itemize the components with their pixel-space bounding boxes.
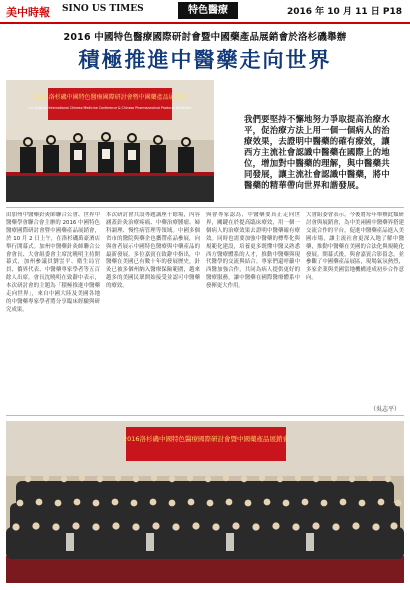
divider-top [6, 207, 404, 208]
article-column-3 [206, 212, 300, 404]
newspaper-logo-english: SINO US TIMES [62, 4, 144, 14]
article-column-2 [106, 212, 200, 404]
photo-conference-stage [6, 80, 214, 202]
column-4-text: 大會組委會表示，今後將每年舉辦此類研討會與展銷會，為中美兩國中醫藥界搭建交流合作的平台，促進中醫藥產品進入美國市場，讓主流社會更深入地了解中醫藥，推動中醫藥在美國的合法化與規範化發展。開幕式後，與會嘉賓合影留念，並參觀了中國藥產品展區，現場氣氛熱烈，多家企業與美國當地機構達成初步合作意向。 [306, 212, 404, 282]
section-label: 特色醫療 [178, 2, 238, 19]
newspaper-logo-chinese: 美中時報 [6, 6, 50, 19]
page-header [0, 0, 410, 24]
column-3-text: 與會專家認為，中醫藥要真正走向世界，關鍵在於提高臨床療效，用一個一個病人的治療效果去證明中醫藥確有療效。同時也需要加強中醫藥的標準化與規範化建設，培養更多既懂中醫又熟悉西方醫療體系的人才，推動中醫藥與現代醫學的交流與結合。專家們還呼籲中西醫加強合作，共同為病人提供更好的醫療服務，讓中醫藥在國際醫療體系中發揮更大作用。 [206, 212, 300, 290]
group-banner-text: 2016洛杉磯中國特色醫療國際研討會暨中國藥產品展銷會 [122, 435, 290, 443]
divider-bottom [6, 415, 404, 416]
article-column-4 [306, 212, 404, 404]
column-2-text: 本次研討會共設專題講座十餘場，內容涵蓋針灸治療疼痛、中藥治療腫瘤、婦科調理、慢性病管理等領域。中國多個省市的醫院與藥企也攜帶產品參展，向與會者展示中國特色醫療與中藥產品的最新發展。多位嘉賓在致辭中指出，中醫藥在美國已有數十年的發展歷史，針灸已被多個州納入醫療保險範圍，越來越多的美國民眾開始接受並認可中醫藥的療效。 [106, 212, 200, 290]
photo-banner-english: Los Angeles International Chinese Medicine Conference & Chinese Pharmaceutical Products Exhibition [28, 106, 192, 110]
pull-quote: 我們要堅持不懈地努力爭取提高治療水平，促治療方法上用一個一個病人的治療效果，去證明中醫藥的確有療效，讓西方主流社會認識中醫藥在國際上的地位，增加對中醫藥的理解，與中醫藥共同發展，讓主流社會認識中醫藥，將中醫藥的精華帶向世界和諧發展。 [244, 114, 390, 190]
article-subhead: 2016 中國特色醫療國際研討會暨中國藥產品展銷會於洛杉磯舉辦 [63, 32, 347, 43]
article-headline: 積極推進中醫藥走向世界 [78, 47, 332, 72]
photo-banner-text: 2016洛杉磯中國特色醫療國際研討會暨中國藥產品展銷會 [33, 94, 187, 101]
article-column-1 [6, 212, 100, 404]
photo-group-portrait [6, 421, 404, 583]
issue-date: 2016 年 10 月 11 日 P18 [286, 7, 402, 17]
column-1-text: 由加州中醫藥針灸師聯合公會、世界中醫藥學會聯合會主辦的 2016 中國特色醫療國際研討會暨中國藥產品展銷會，於 10 月 2 日上午，在洛杉磯萬豪酒店舉行開幕式。加州中醫藥針灸師聯合公會會長、大會組委會主席沈曉明主持開幕式，加州參議員劉雲平、衛生局官員、僑界代表、中醫藥專家學者等五百餘人出席。會長沈曉明在致辭中表示，本次研討會的主題為「積極推進中醫藥走向世界」，來自中國大陸及美國各地的中醫藥專家學者將分享臨床經驗與研究成果。 [6, 212, 100, 313]
article-author: （吳志平） [369, 406, 400, 413]
